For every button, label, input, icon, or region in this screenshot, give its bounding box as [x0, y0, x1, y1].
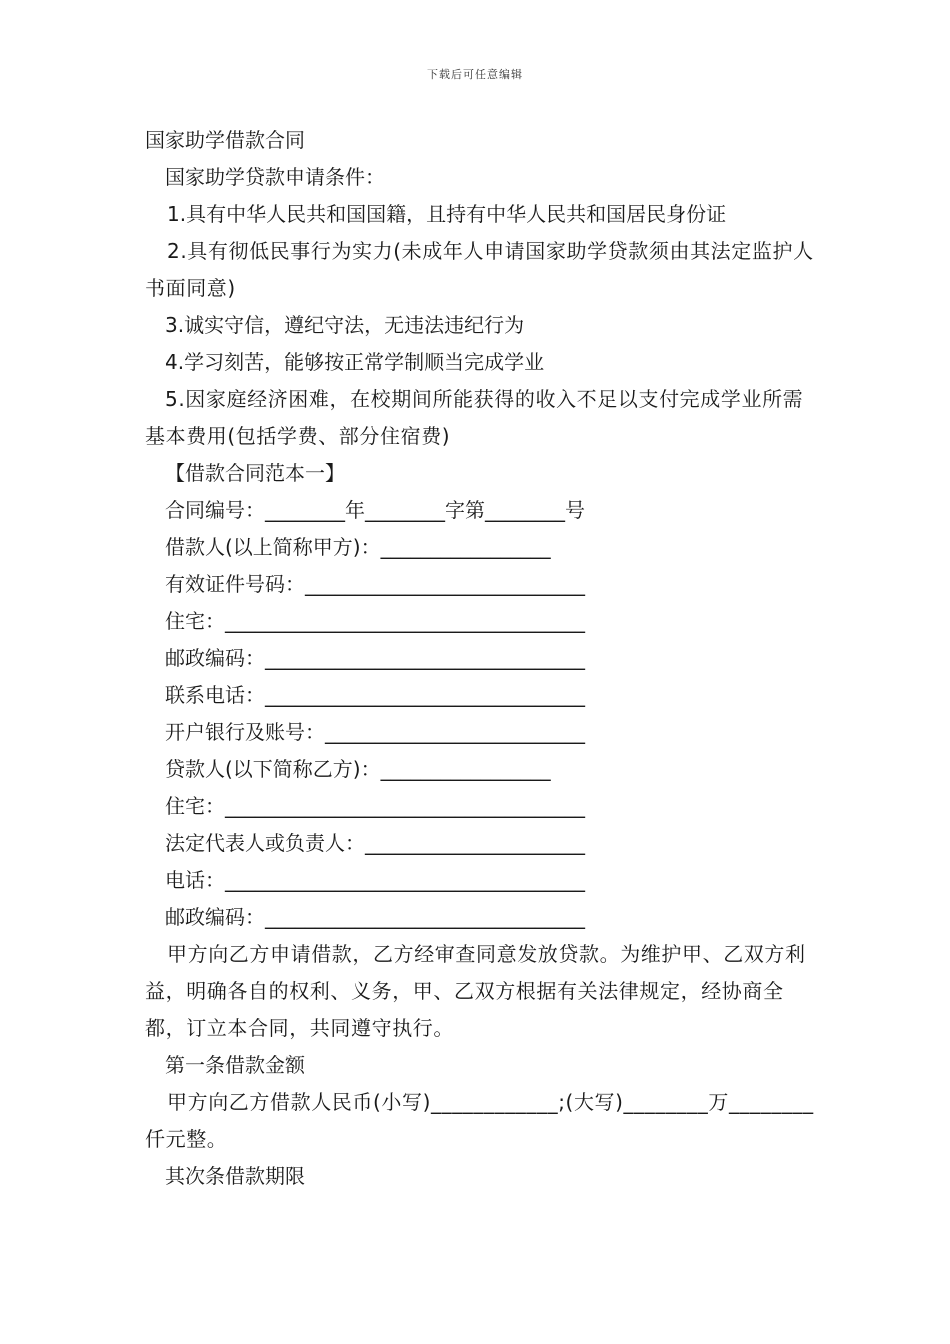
- article-2-title: 其次条借款期限: [165, 1164, 305, 1188]
- condition-item-1: 1.具有中华人民共和国国籍，且持有中华人民共和国居民身份证: [167, 202, 727, 226]
- field-id-number: 有效证件号码：____________________________: [165, 572, 585, 596]
- field-legal-representative: 法定代表人或负责人：______________________: [165, 831, 585, 855]
- page-header-note: 下载后可任意编辑: [427, 68, 523, 81]
- condition-item-2: 2.具有彻低民事行为实力(未成年人申请国家助学贷款须由其法定监护人书面同意): [145, 239, 814, 300]
- document-title: 国家助学借款合同: [145, 128, 305, 152]
- field-bank-account: 开户银行及账号：__________________________: [165, 720, 585, 744]
- field-lender-address: 住宅：____________________________________: [165, 794, 585, 818]
- contract-document: [145, 122, 815, 1195]
- intro-paragraph: 甲方向乙方申请借款，乙方经审查同意发放贷款。为维护甲、乙双方利益，明确各自的权利、义务，甲、乙双方根据有关法律规定，经协商全都，订立本合同，共同遵守执行。: [145, 942, 806, 1040]
- field-borrower-address: 住宅：____________________________________: [165, 609, 585, 633]
- field-borrower-postcode: 邮政编码：________________________________: [165, 646, 585, 670]
- field-lender-phone: 电话：____________________________________: [165, 868, 585, 892]
- sample-heading: 【借款合同范本一】: [165, 461, 345, 485]
- condition-item-3: 3.诚实守信，遵纪守法，无违法违纪行为: [165, 313, 525, 337]
- condition-item-4: 4.学习刻苦，能够按正常学制顺当完成学业: [165, 350, 545, 374]
- field-contract-number: 合同编号：________年________字第________号: [165, 498, 585, 522]
- field-lender: 贷款人(以下简称乙方)：_________________: [165, 757, 551, 781]
- field-lender-postcode: 邮政编码：________________________________: [165, 905, 585, 929]
- field-borrower: 借款人(以上简称甲方)：_________________: [165, 535, 551, 559]
- condition-item-5: 5.因家庭经济困难，在校期间所能获得的收入不足以支付完成学业所需基本费用(包括学费、部分住宿费): [145, 387, 804, 448]
- field-borrower-phone: 联系电话：________________________________: [165, 683, 585, 707]
- article-1-text: 甲方向乙方借款人民币(小写)____________;(大写)________万________仟元整。: [145, 1090, 814, 1151]
- conditions-heading: 国家助学贷款申请条件：: [165, 165, 385, 189]
- article-1-title: 第一条借款金额: [165, 1053, 305, 1077]
